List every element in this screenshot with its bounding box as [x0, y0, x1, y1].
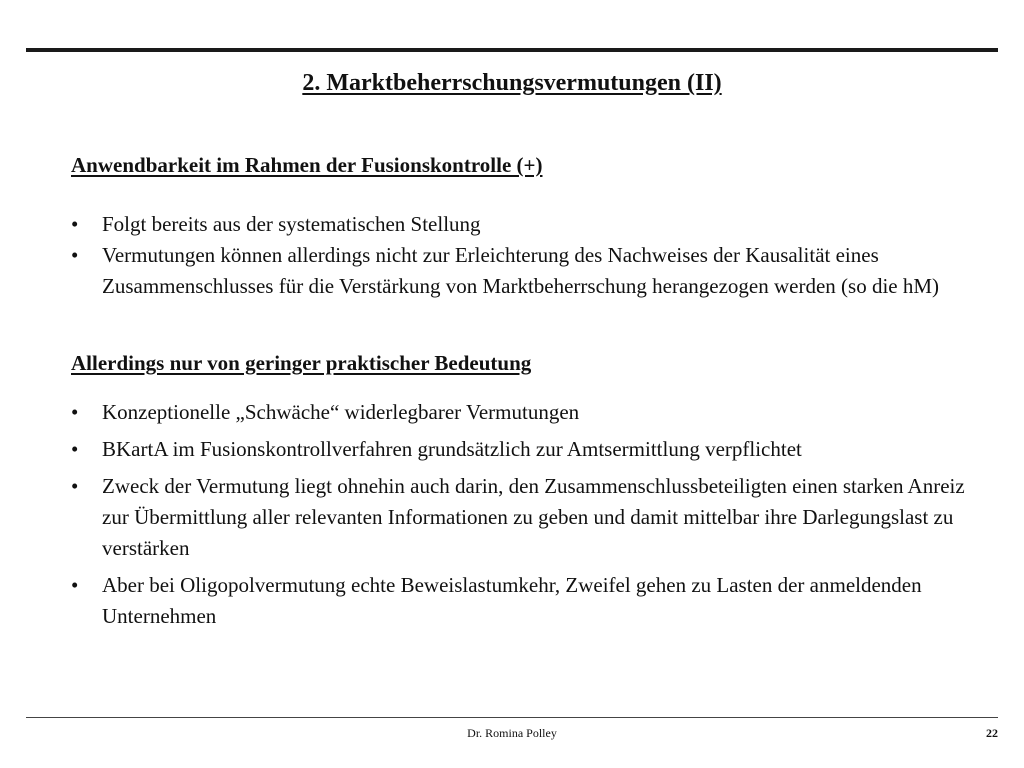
list-item-text: Vermutungen können allerdings nicht zur Erleichterung des Nachweises der Kausalität eines Zusammenschlusses für die Verstärkung von Marktbeherrschung herangezogen werden (so die hM) [102, 243, 940, 298]
list-item-text: Konzeptionelle „Schwäche“ widerlegbarer Vermutungen [102, 400, 580, 424]
list-item [71, 240, 951, 302]
bullet-icon: • [71, 474, 79, 498]
section-heading-applicability: Anwendbarkeit im Rahmen der Fusionskontrolle (+) [71, 153, 543, 177]
list-item-text: Folgt bereits aus der systematischen Stellung [102, 212, 481, 236]
page-number: 22 [986, 726, 998, 740]
list-item [71, 209, 951, 240]
list-item [71, 570, 971, 632]
slide-title: 2. Marktbeherrschungsvermutungen (II) [302, 70, 722, 96]
bullet-list-applicability [71, 209, 951, 302]
list-item [71, 471, 971, 564]
list-item-text: Zweck der Vermutung liegt ohnehin auch darin, den Zusammenschlussbeteiligten einen starken Anreiz zur Übermittlung aller relevanten Informationen zu geben und damit mittelbar ihre Darlegungslast zu verstärken [102, 474, 965, 560]
list-item-text: Aber bei Oligopolvermutung echte Beweislastumkehr, Zweifel gehen zu Lasten der anmeldenden Unternehmen [102, 573, 922, 628]
list-item [71, 397, 971, 428]
bullet-icon: • [71, 437, 79, 461]
list-item [71, 434, 971, 465]
footer-author: Dr. Romina Polley [467, 726, 557, 740]
bullet-icon: • [71, 243, 79, 267]
bullet-icon: • [71, 400, 79, 424]
bullet-list-practical-relevance [71, 397, 971, 638]
section-heading-practical-relevance: Allerdings nur von geringer praktischer Bedeutung [71, 351, 532, 375]
footer-rule [26, 717, 998, 718]
bullet-icon: • [71, 212, 79, 236]
top-rule [26, 48, 998, 52]
bullet-icon: • [71, 573, 79, 597]
list-item-text: BKartA im Fusionskontrollverfahren grundsätzlich zur Amtsermittlung verpflichtet [102, 437, 802, 461]
